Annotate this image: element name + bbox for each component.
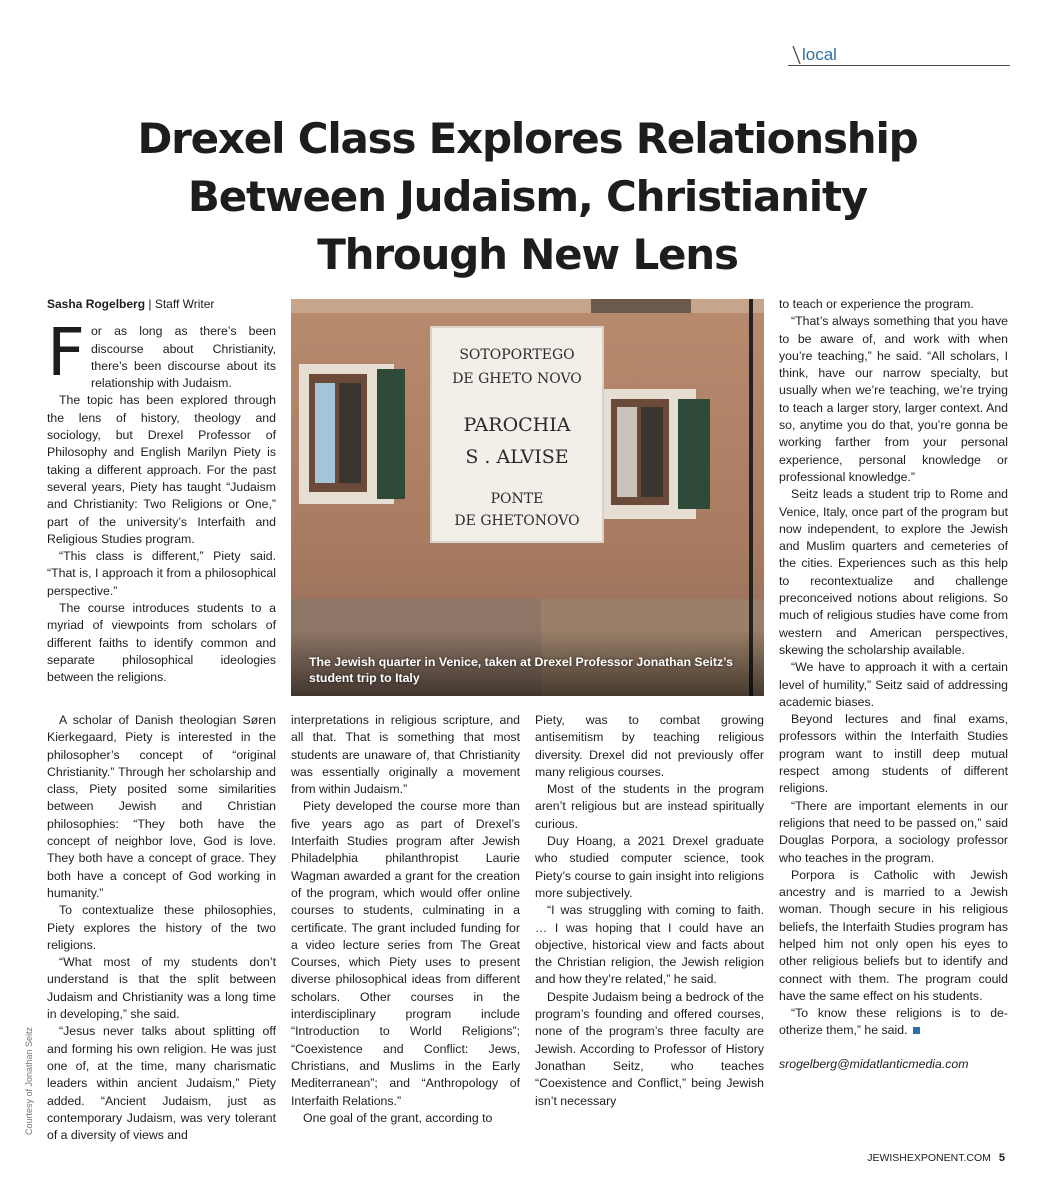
paragraph: “This class is different,” Piety said. “That is, I approach it from a philosophical perspective.” [47, 549, 276, 598]
headline-line-2: Between Judaism, Christianity [187, 172, 868, 221]
paragraph: Most of the students in the program aren’t religious but are instead spiritually curious. [535, 782, 764, 831]
column-4 [779, 296, 1008, 1073]
venice-photo [291, 299, 764, 696]
paragraph: Piety, was to combat growing antisemitism by teaching religious diversity. Drexel did not previously offer many religious courses. [535, 713, 764, 779]
paragraph: “That’s always something that you have to be aware of, and work with when you’re teaching,” he said. “All scholars, I think, have our narrow specialty, but usually when we’re teaching, we’re trying to teach a larger story, larger context. And so, anytime you do that, you’re gonna be working farther from your personal experience, personal knowledge or professional knowledge.” [779, 314, 1008, 484]
section-tag [788, 44, 1010, 68]
author-name: Sasha Rogelberg [47, 297, 146, 311]
paragraph: Duy Hoang, a 2021 Drexel graduate who studied computer science, took Piety’s course to gain insight into religions more subjectively. [535, 834, 764, 900]
headline-line-3: Through New Lens [317, 230, 738, 279]
photo-credit: Courtesy of Jonathan Seitz [24, 1026, 34, 1135]
paragraph: “There are important elements in our religions that need to be passed on,” said Douglas Porpora, a sociology professor who teaches in the program. [779, 798, 1008, 865]
section-label: local [802, 45, 837, 64]
byline [47, 296, 276, 313]
paragraph: Piety developed the course more than five years ago as part of Drexel’s Interfaith Studies program after Jewish Philadelphia philanthropist Laurie Wagman awarded a grant for the creation of the program, which would offer online courses to students, culminating in a certificate. The grant included funding for a video lecture series from The Great Courses, which Piety uses to present diverse philosophical ideas from different scholars. Other courses in the interdisciplinary program include “Introduction to World Religions”; “Coexistence and Conflict: Jews, Christians, and Muslims in the Early Mediterranean”; and “Anthropology of Interfaith Relations.” [291, 799, 520, 1108]
paragraph: “We have to approach it with a certain level of humility,” Seitz said of addressing academic biases. [779, 660, 1008, 709]
page-number: 5 [998, 1152, 1005, 1164]
paragraph: The topic has been explored through the lens of history, theology and sociology, but Drexel Professor of Philosophy and English Marilyn Piety is taking a different approach. For the past several years, Piety has taught “Judaism and Christianity: Two Religions or One,” part of the university’s Interfaith and Religious Studies program. [47, 393, 276, 546]
drop-cap: F [47, 314, 85, 392]
paragraph: interpretations in religious scripture, and all that. That is something that most students are unaware of, that Christianity was essentially originally a movement from within Judaism.” [291, 713, 520, 797]
paragraph: Porpora is Catholic with Jewish ancestry and is married to a Jewish woman. Though secure in his religious beliefs, the Interfaith Studies program has helped him not only open his eyes to other religious beliefs but to identify and connect with them. The program could have the same effect on his students. [779, 867, 1008, 1003]
paragraph: A scholar of Danish theologian Søren Kierkegaard, Piety is interested in the philosopher’s concept of “original Christianity.” Through her scholarship and class, Piety posited some similarities between Jewish and Christian philosophies: “They both have the concept of neighbor love, God is love. They both have a concept of grace. They both have a concept of God working in humanity.” [47, 713, 276, 900]
sign-line-1: SOTOPORTEGO [459, 347, 575, 363]
photo-caption: The Jewish quarter in Venice, taken at Drexel Professor Jonathan Seitz’s student trip to Italy [309, 655, 733, 685]
photo-illustration [291, 299, 764, 696]
paragraph: Beyond lectures and final exams, professors within the Interfaith Studies program want to instill deep mutual respect among students of different religions. [779, 712, 1008, 796]
paragraph: To contextualize these philosophies, Piety explores the history of the two religions. [47, 903, 276, 952]
sign-line-3: PAROCHIA [463, 414, 571, 436]
paragraph: “I was struggling with coming to faith. … I was hoping that I could have an objective, historical view and facts about the Christian religion, the Jewish religion and how they’re related,” he said. [535, 903, 764, 987]
paragraph: One goal of the grant, according to [303, 1110, 493, 1125]
sign-line-4: S . ALVISE [465, 446, 569, 468]
paragraph: For as long as there’s been discourse about Christianity, there’s been discourse about its relationship with Judaism. [47, 314, 276, 392]
column-1-top [47, 296, 276, 687]
headline [40, 110, 1015, 284]
sign-line-6: DE GHETONOVO [454, 513, 580, 529]
headline-line-1: Drexel Class Explores Relationship [137, 114, 918, 163]
footer-site: JEWISHEXPONENT.COM [867, 1152, 991, 1164]
paragraph: “What most of my students don’t understand is that the split between Judaism and Christianity was a long time in developing,” she said. [47, 955, 276, 1022]
paragraph: Seitz leads a student trip to Rome and Venice, Italy, once part of the program but now independent, to explore the Jewish and Muslim quarters and cemeteries of the cities. Experiences such as this help to recontextualize and challenge preconceived notions about religions. So much of religious studies have come from western and American perspectives, skewing the scholarship available. [779, 487, 1008, 657]
paragraph: to teach or experience the program. [779, 297, 974, 311]
sign-line-5: PONTE [490, 491, 544, 507]
column-3 [535, 712, 764, 1110]
author-email: srogelberg@midatlanticmedia.com [779, 1056, 969, 1071]
paragraph: “To know these religions is to de-otherize them,” he said. [779, 1006, 1008, 1038]
column-1-bottom [47, 712, 276, 1144]
section-rule [788, 65, 1010, 66]
end-mark-icon [913, 1027, 920, 1034]
paragraph: Despite Judaism being a bedrock of the program’s founding and offered courses, none of the program’s three faculty are Jewish. According to Professor of History Jonathan Seitz, who teaches “Coexistence and Conflict,” being Jewish isn’t necessary [535, 989, 764, 1108]
sign-line-2: DE GHETO NOVO [452, 371, 582, 387]
paragraph: “Jesus never talks about splitting off and forming his own religion. He was just one of, at the time, many charismatic leaders within ancient Judaism,” Piety added. “Ancient Judaism, just as contemporary Judaism, was very tolerant of a diversity of views and [47, 1024, 276, 1143]
author-role: | Staff Writer [148, 297, 215, 311]
page-footer [867, 1152, 1005, 1164]
column-2 [291, 712, 520, 1127]
paragraph: The course introduces students to a myriad of viewpoints from scholars of different faiths to identify common and separate philosophical ideologies between the religions. [47, 601, 276, 685]
